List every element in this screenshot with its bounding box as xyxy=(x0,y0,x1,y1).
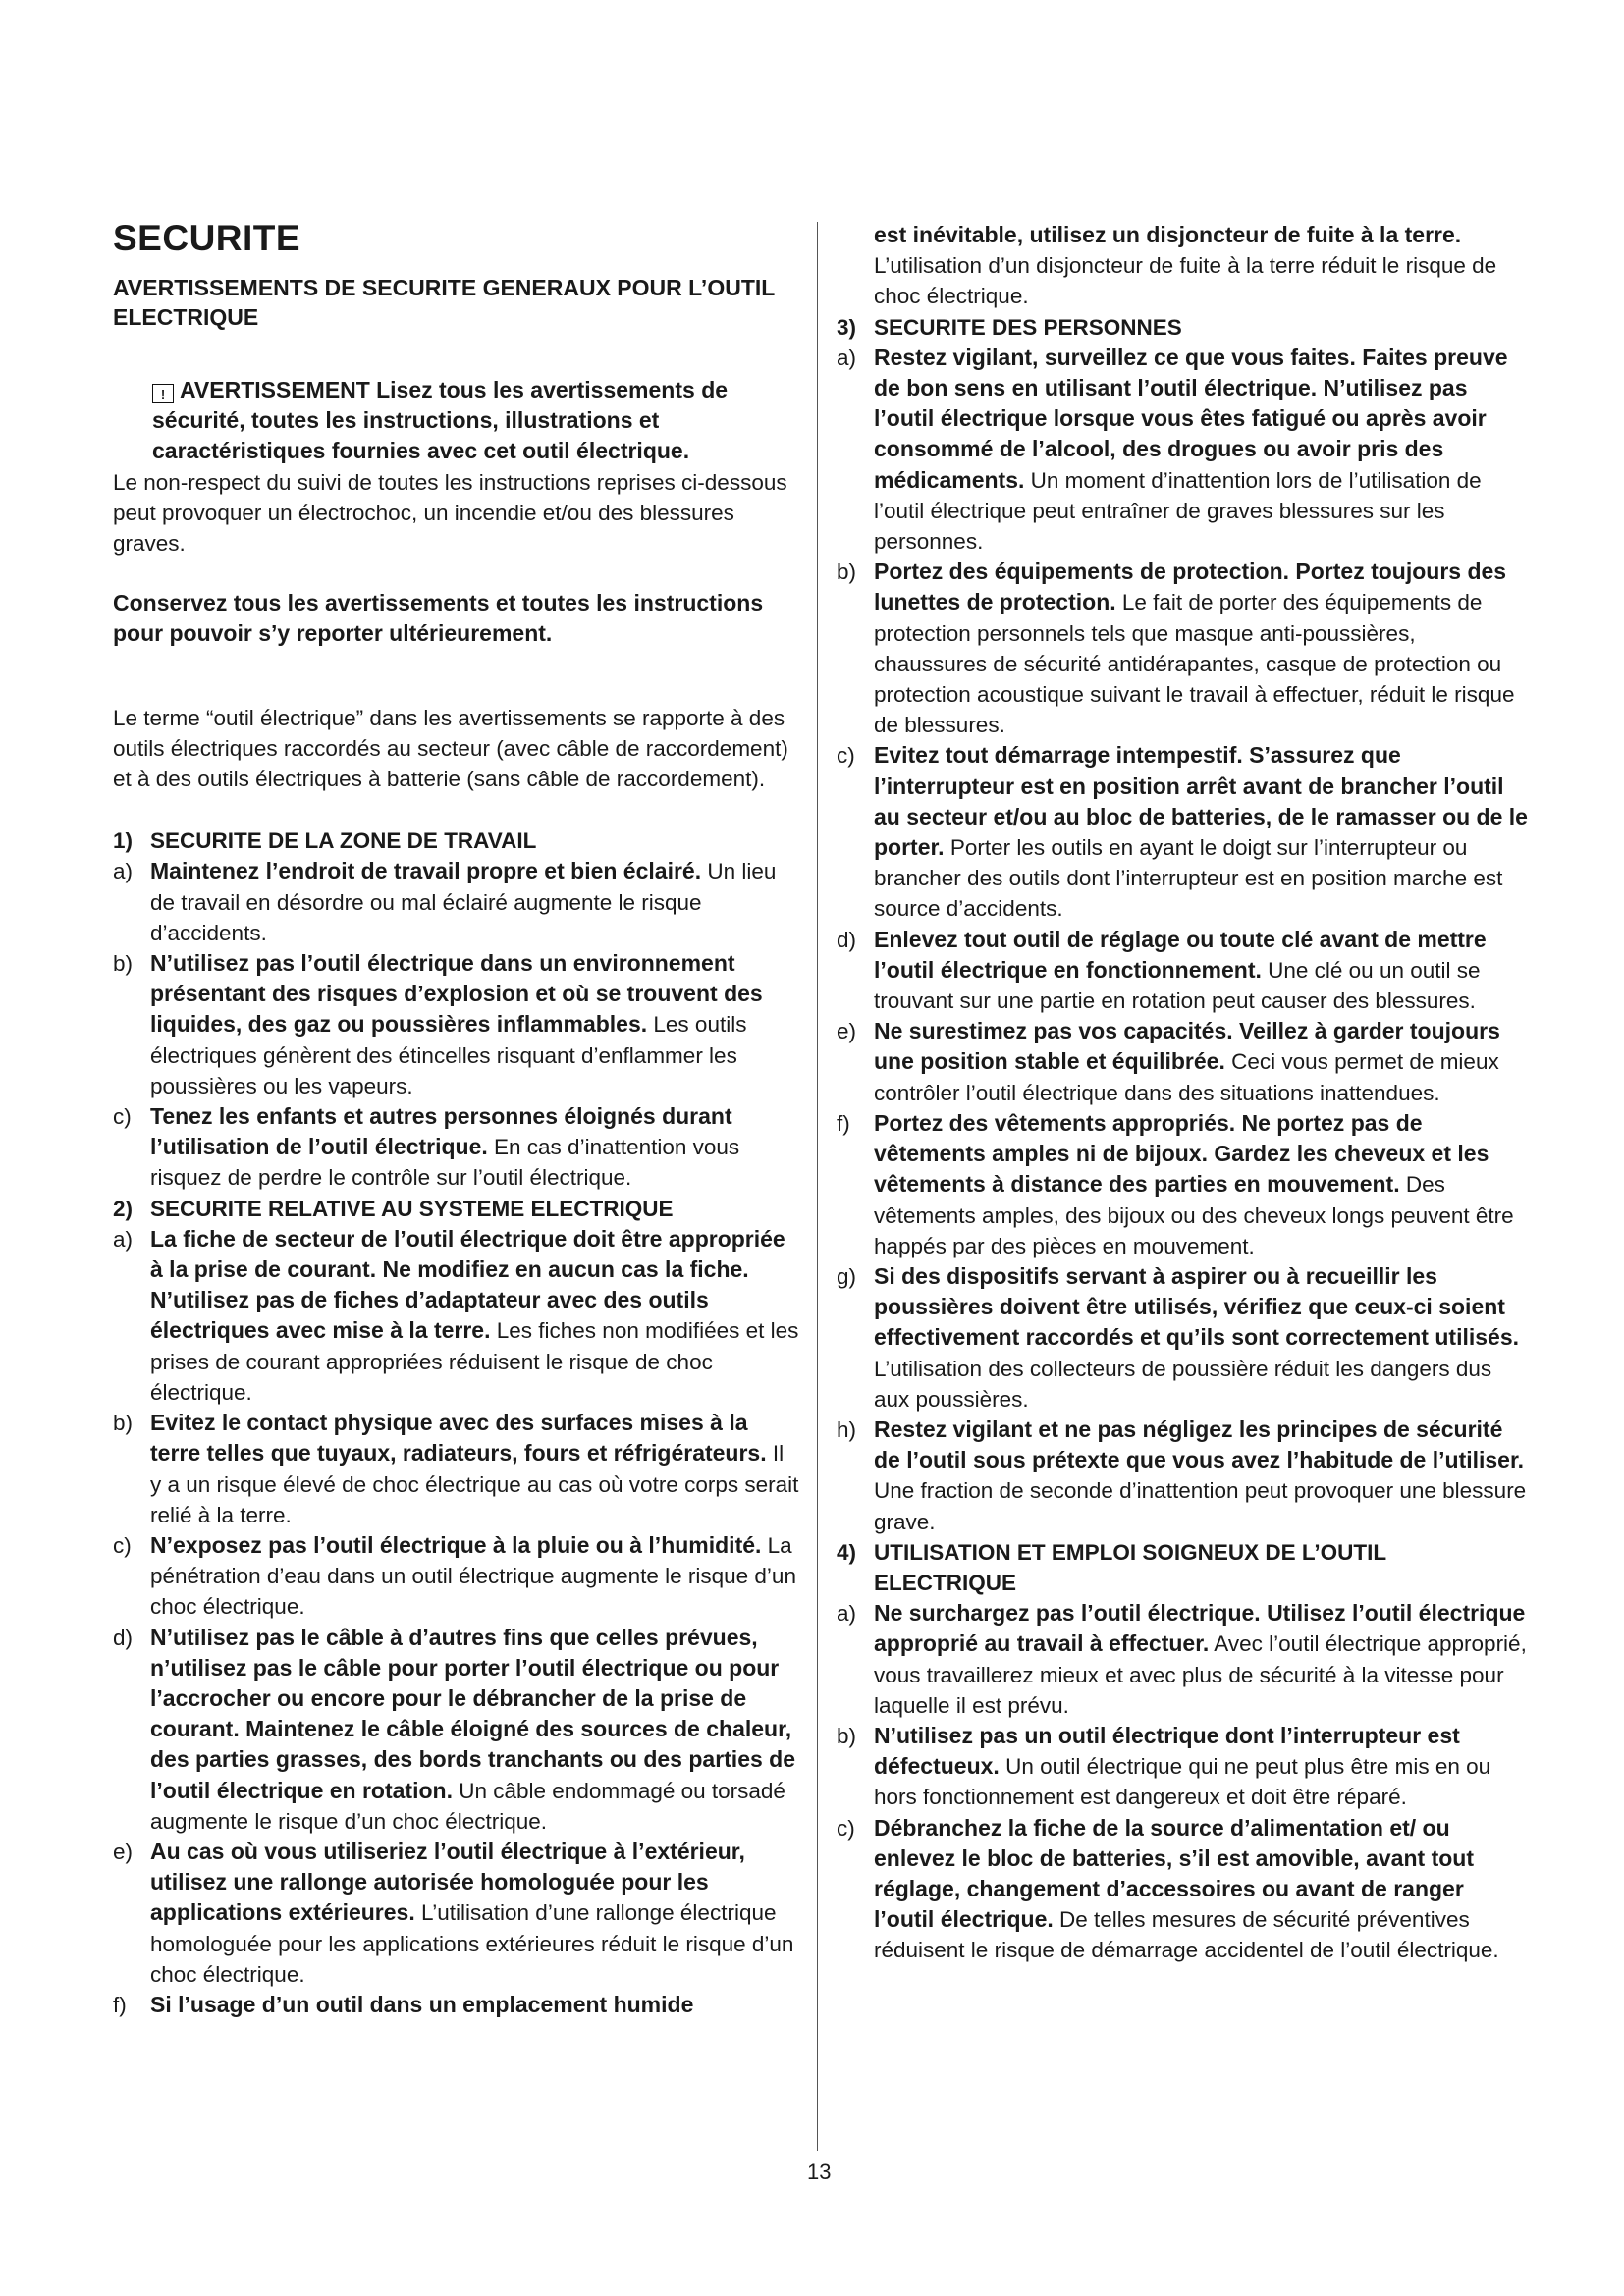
item-bold: Débranchez la fiche de la source d’alimentation et/ ou enlevez le bloc de batteries, s’il est amovible, avant tout réglage, changement d’accessoires ou avant de ranger l’outil électrique. xyxy=(874,1814,1474,1933)
list-item xyxy=(837,1813,1529,1966)
item-bold: Si des dispositifs servant à aspirer ou à recueillir les poussières doivent être utilisés, vérifiez que ceux-ci soient effectivement raccordés et qu’ils sont correctement utilisés. xyxy=(874,1262,1520,1351)
item-text: Le fait de porter des équipements de protection personnels tels que masque anti-poussières, chaussures de sécurité antidérapantes, casque de protection ou protection acoustique suivant le travail à effectuer, réduit le risque de blessures. xyxy=(874,590,1515,738)
right-column xyxy=(837,220,1529,1966)
item-text: Porter les outils en ayant le doigt sur l’interrupteur ou brancher des outils dont l’interrupteur est en position marche est source d’accidents. xyxy=(874,835,1503,922)
section-subtitle: AVERTISSEMENTS DE SECURITE GENERAUX POUR L’OUTIL ELECTRIQUE xyxy=(113,275,775,330)
item-label: e) xyxy=(113,1839,134,1864)
list-item xyxy=(837,1108,1529,1261)
list-item xyxy=(113,1837,800,1990)
list-item xyxy=(113,1224,800,1408)
list-item xyxy=(837,925,1529,1017)
item-label: c) xyxy=(837,743,855,769)
list-item xyxy=(837,343,1529,557)
list-item xyxy=(113,1623,800,1837)
item-label: d) xyxy=(113,1625,134,1650)
item-text: Un câble endommagé ou torsadé augmente le risque d’un choc électrique. xyxy=(150,1778,785,1834)
section-number: 3) xyxy=(837,314,857,340)
page-title: SECURITE xyxy=(113,218,301,258)
list-item xyxy=(113,1990,800,2020)
item-text: Une fraction de seconde d’inattention peut provoquer une blessure grave. xyxy=(874,1478,1527,1534)
list-item xyxy=(113,948,800,1101)
list-item xyxy=(837,1415,1529,1537)
continuation-paragraph: est inévitable, utilisez un disjoncteur de fuite à la terre. L’utilisation d’un disjoncteur de fuite à la terre réduit le risque de choc électrique. xyxy=(874,222,1497,309)
section-number: 1) xyxy=(113,828,134,854)
item-text: Les fiches non modifiées et les prises de courant appropriées réduisent le risque de choc électrique. xyxy=(150,1318,799,1405)
item-text: Un moment d’inattention lors de l’utilisation de l’outil électrique peut entraîner de graves blessures sur les personnes. xyxy=(874,467,1482,555)
list-item xyxy=(837,1016,1529,1108)
item-bold: La fiche de secteur de l’outil électrique doit être appropriée à la prise de courant. Ne modifiez en aucun cas la fiche. N’utilisez pas de fiches d’adaptateur avec des outils électriques avec mise à la terre. xyxy=(150,1225,785,1344)
section-heading xyxy=(837,1537,1529,1598)
item-text: Il y a un risque élevé de choc électrique au cas où votre corps serait relié à la terre. xyxy=(150,1441,799,1527)
list-item xyxy=(113,1408,800,1530)
item-text: Un lieu de travail en désordre ou mal éclairé augmente le risque d’accidents. xyxy=(150,859,777,945)
list-item xyxy=(837,1261,1529,1415)
column-divider xyxy=(817,222,818,2151)
section-title: SECURITE DE LA ZONE DE TRAVAIL xyxy=(150,828,537,854)
item-text: De telles mesures de sécurité préventives réduisent le risque de démarrage accidentel de l’outil électrique. xyxy=(874,1907,1499,1963)
item-label: c) xyxy=(837,1815,855,1841)
left-column xyxy=(113,218,800,2020)
list-item xyxy=(113,1101,800,1194)
section-number: 4) xyxy=(837,1539,857,1565)
right-sections xyxy=(837,312,1529,1966)
item-label: e) xyxy=(837,1019,857,1044)
list-item xyxy=(113,1530,800,1623)
section-number: 2) xyxy=(113,1196,134,1221)
list-item xyxy=(837,557,1529,740)
item-bold: N’utilisez pas le câble à d’autres fins que celles prévues, n’utilisez pas le câble pour porter l’outil électrique ou pour l’accrocher ou encore pour le débrancher de la prise de courant. Maintenez le câble éloigné des sources de chaleur, des parties grasses, des bords tranchants ou des parties de l’outil électrique en rotation. xyxy=(150,1624,796,1803)
warning-bold: Lisez tous les avertissements de sécurité, toutes les instructions, illustrations et caractéristiques fournies avec cet outil électrique. xyxy=(152,377,729,464)
item-text: Les outils électriques génèrent des étincelles risquant d’enflammer les poussières ou les vapeurs. xyxy=(150,1012,747,1098)
item-label: d) xyxy=(837,927,857,952)
list-item xyxy=(837,740,1529,924)
item-label: b) xyxy=(113,1411,134,1436)
page-number: 13 xyxy=(807,2160,832,2184)
item-label: f) xyxy=(113,1992,127,2017)
item-bold: Si l’usage d’un outil dans un emplacement humide xyxy=(150,1991,694,2017)
item-label: f) xyxy=(837,1110,850,1136)
list-item xyxy=(113,856,800,948)
item-bold: Restez vigilant et ne pas négligez les principes de sécurité de l’outil sous prétexte que vous avez l’habitude de l’utiliser. xyxy=(874,1415,1525,1473)
section-heading xyxy=(837,312,1529,343)
item-text: Des vêtements amples, des bijoux ou des cheveux longs peuvent être happés par des pièces en mouvement. xyxy=(874,1172,1514,1258)
item-text: En cas d’inattention vous risquez de perdre le contrôle sur l’outil électrique. xyxy=(150,1135,740,1191)
item-label: a) xyxy=(113,1226,134,1252)
item-bold: Evitez tout démarrage intempestif. S’assurez que l’interrupteur est en position arrêt avant de brancher l’outil au secteur et/ou au bloc de batteries, de le ramasser ou de le porter. xyxy=(874,742,1528,861)
item-bold: N’utilisez pas l’outil électrique dans un environnement présentant des risques d’explosion et où se trouvent des liquides, des gaz ou poussières inflammables. xyxy=(150,950,763,1038)
item-text: Une clé ou un outil se trouvant sur une partie en rotation peut causer des blessures. xyxy=(874,957,1481,1014)
item-bold: N’exposez pas l’outil électrique à la pluie ou à l’humidité. xyxy=(150,1531,762,1558)
list-item xyxy=(837,1598,1529,1721)
section-title: UTILISATION ET EMPLOI SOIGNEUX DE L’OUTIL ELECTRIQUE xyxy=(874,1539,1386,1595)
item-bold: Tenez les enfants et autres personnes éloignés durant l’utilisation de l’outil électrique. xyxy=(150,1103,732,1160)
item-text: L’utilisation des collecteurs de poussière réduit les dangers dus aux poussières. xyxy=(874,1356,1492,1412)
item-label: a) xyxy=(837,345,857,370)
item-label: a) xyxy=(837,1601,857,1627)
warning-block xyxy=(113,375,800,559)
item-label: g) xyxy=(837,1263,857,1289)
section-heading xyxy=(113,1194,800,1224)
item-label: b) xyxy=(837,1723,857,1748)
item-bold: Maintenez l’endroit de travail propre et bien éclairé. xyxy=(150,858,702,884)
section-title: SECURITE DES PERSONNES xyxy=(874,314,1182,340)
item-text: L’utilisation d’une rallonge électrique homologuée pour les applications extérieures réduit le risque d’un choc électrique. xyxy=(150,1900,794,1987)
item-bold: Ne surestimez pas vos capacités. Veillez à garder toujours une position stable et équilibrée. xyxy=(874,1018,1500,1075)
section-heading xyxy=(113,826,800,856)
warning-label: AVERTISSEMENT xyxy=(180,377,370,402)
item-text: La pénétration d’eau dans un outil électrique augmente le risque d’un choc électrique. xyxy=(150,1532,796,1620)
item-bold: Restez vigilant, surveillez ce que vous faites. Faites preuve de bon sens en utilisant l’outil électrique. N’utilisez pas l’outil électrique lorsque vous êtes fatigué ou après avoir consommé de l’alcool, des drogues ou avoir pris des médicaments. xyxy=(874,344,1508,493)
list-item xyxy=(837,1721,1529,1813)
item-bold: Portez des équipements de protection. Portez toujours des lunettes de protection. xyxy=(874,559,1507,615)
item-label: b) xyxy=(113,951,134,977)
item-bold: Evitez le contact physique avec des surfaces mises à la terre telles que tuyaux, radiateurs, fours et réfrigérateurs. xyxy=(150,1410,767,1467)
item-bold: Ne surchargez pas l’outil électrique. Utilisez l’outil électrique approprié au travail à effectuer. xyxy=(874,1600,1526,1657)
left-sections xyxy=(113,826,800,2020)
item-bold: Au cas où vous utiliseriez l’outil électrique à l’extérieur, utilisez une rallonge autorisée homologuée pour les applications extérieures. xyxy=(150,1838,745,1926)
keep-notice: Conservez tous les avertissements et toutes les instructions pour pouvoir s’y reporter ultérieurement. xyxy=(113,590,764,647)
item-label: a) xyxy=(113,859,134,884)
item-label: c) xyxy=(113,1532,132,1558)
warning-text: Le non-respect du suivi de toutes les instructions reprises ci-dessous peut provoquer un électrochoc, un incendie et/ou des blessures graves. xyxy=(113,469,787,557)
section-title: SECURITE RELATIVE AU SYSTEME ELECTRIQUE xyxy=(150,1196,674,1221)
item-text: Un outil électrique qui ne peut plus être mis en ou hors fonctionnement est dangereux et doit être réparé. xyxy=(874,1754,1491,1810)
item-label: h) xyxy=(837,1416,857,1442)
item-bold: N’utilisez pas un outil électrique dont l’interrupteur est défectueux. xyxy=(874,1722,1460,1780)
item-text: Ceci vous permet de mieux contrôler l’outil électrique dans des situations inattendues. xyxy=(874,1049,1499,1105)
item-text: Avec l’outil électrique approprié, vous travaillerez mieux et avec plus de sécurité à la vitesse pour laquelle il est prévu. xyxy=(874,1631,1527,1718)
warning-triangle-icon: ! xyxy=(152,384,174,403)
item-label: c) xyxy=(113,1104,132,1130)
item-bold: Enlevez tout outil de réglage ou toute clé avant de mettre l’outil électrique en fonctionnement. xyxy=(874,926,1487,983)
item-label: b) xyxy=(837,560,857,585)
term-paragraph: Le terme “outil électrique” dans les avertissements se rapporte à des outils électriques raccordés au secteur (avec câble de raccordement) et à des outils électriques à batterie (sans câble de raccordement). xyxy=(113,705,788,792)
item-bold: Portez des vêtements appropriés. Ne portez pas de vêtements amples ni de bijoux. Gardez les cheveux et les vêtements à distance des parties en mouvement. xyxy=(874,1109,1489,1198)
